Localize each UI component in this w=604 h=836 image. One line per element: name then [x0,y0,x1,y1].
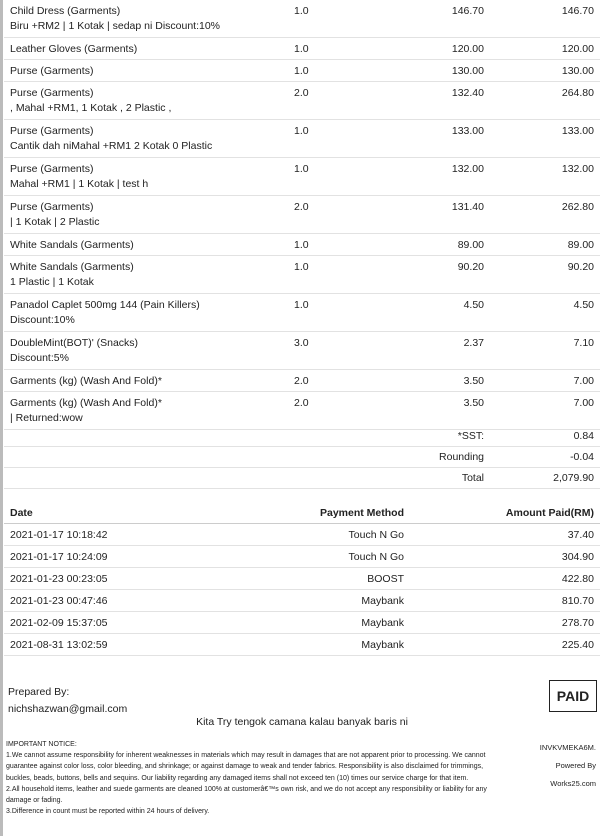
item-amount: 146.70 [561,5,594,17]
header-method: Payment Method [319,506,404,519]
header-date: Date [10,506,33,519]
payment-date: 2021-01-17 10:24:09 [10,550,108,563]
item-price: 2.37 [463,337,484,349]
item-row [4,256,600,294]
item-row [4,158,600,196]
payment-method: Maybank [361,616,404,629]
item-qty: 1.0 [294,65,309,77]
item-note: | 1 Kotak | 2 Plastic [10,216,100,228]
item-row [4,120,600,158]
summary-label: *SST: [457,430,484,442]
item-price: 133.00 [451,125,484,137]
invoice-number: INVKVMEKA6M. [539,743,596,752]
payment-row [4,568,600,590]
notice-line: 1.We cannot assume responsibility for inherent weaknesses in materials which may result in damages that are not apparent prior to processing. We cannot guarantee against color loss, color bleeding, and shrinkage; or against damage to weak and tender fabrics. Responsibility is also disclaimed for trimmings, buckles, beads, buttons, bells and sequins. Our liability regarding any damaged items shall not exceed ten (10) times our service charge for that item. [6,752,486,782]
item-name: Purse (Garments) [10,65,94,77]
item-row [4,370,600,392]
payment-amount: 225.40 [561,638,594,651]
item-row [4,294,600,332]
item-row [4,82,600,120]
item-note: Discount:5% [10,352,69,364]
summary-table [4,426,600,489]
item-note: Mahal +RM1 | 1 Kotak | test h [10,178,149,190]
item-price: 3.50 [463,375,484,387]
item-name: Purse (Garments) [10,87,94,99]
item-row [4,0,600,38]
item-name: White Sandals (Garments) [10,261,134,273]
item-price: 131.40 [451,201,484,213]
item-qty: 1.0 [294,125,309,137]
item-qty: 1.0 [294,5,309,17]
item-note: | Returned:wow [10,412,83,424]
summary-value: 2,079.90 [553,472,594,484]
payment-method: Maybank [361,638,404,651]
item-price: 90.20 [457,261,484,273]
summary-row [4,447,600,468]
important-notice [6,739,496,817]
payments-table [4,502,600,656]
item-name: Purse (Garments) [10,163,94,175]
item-price: 4.50 [463,299,484,311]
item-row [4,332,600,370]
payment-date: 2021-01-17 10:18:42 [10,528,108,541]
notice-line: 3.Difference in count must be reported within 24 hours of delivery. [6,808,210,816]
item-name: Panadol Caplet 500mg 144 (Pain Killers) [10,299,200,311]
item-note: , Mahal +RM1, 1 Kotak , 2 Plastic , [10,102,172,114]
item-name: White Sandals (Garments) [10,239,134,251]
item-qty: 2.0 [294,87,309,99]
payment-row [4,612,600,634]
left-border [0,0,3,836]
item-row [4,234,600,256]
item-amount: 7.10 [573,337,594,349]
summary-value: 0.84 [573,430,594,442]
payment-date: 2021-01-23 00:23:05 [10,572,108,585]
payment-row [4,546,600,568]
item-note: Discount:10% [10,314,75,326]
item-note: Cantik dah niMahal +RM1 2 Kotak 0 Plastic [10,140,213,152]
item-qty: 2.0 [294,375,309,387]
payment-date: 2021-01-23 00:47:46 [10,594,108,607]
item-row [4,392,600,430]
item-price: 132.00 [451,163,484,175]
item-amount: 89.00 [567,239,594,251]
prepared-section [8,684,127,718]
item-qty: 1.0 [294,299,309,311]
item-row [4,196,600,234]
summary-value: -0.04 [570,451,594,463]
item-name: Garments (kg) (Wash And Fold)* [10,397,162,409]
item-qty: 1.0 [294,43,309,55]
payment-method: Touch N Go [348,528,404,541]
item-qty: 2.0 [294,201,309,213]
item-amount: 7.00 [573,375,594,387]
item-qty: 1.0 [294,239,309,251]
item-amount: 7.00 [573,397,594,409]
item-price: 89.00 [457,239,484,251]
item-price: 132.40 [451,87,484,99]
summary-row [4,426,600,447]
payment-row [4,590,600,612]
items-table [4,0,600,430]
item-note: Biru +RM2 | 1 Kotak | sedap ni Discount:10% [10,20,221,32]
item-name: Leather Gloves (Garments) [10,43,138,55]
item-amount: 264.80 [561,87,594,99]
item-price: 146.70 [451,5,484,17]
powered-site[interactable]: Works25.com [550,779,596,788]
item-amount: 130.00 [561,65,594,77]
item-name: Child Dress (Garments) [10,5,121,17]
item-name: Garments (kg) (Wash And Fold)* [10,375,162,387]
item-name: Purse (Garments) [10,201,94,213]
item-amount: 133.00 [561,125,594,137]
notice-title: IMPORTANT NOTICE: [6,741,77,748]
item-qty: 1.0 [294,261,309,273]
payment-amount: 810.70 [561,594,594,607]
powered-by: Powered By [555,761,596,770]
payment-amount: 37.40 [567,528,594,541]
prepared-by: nichshazwan@gmail.com [8,703,128,715]
item-price: 130.00 [451,65,484,77]
item-row [4,38,600,60]
item-amount: 262.80 [561,201,594,213]
prepared-label: Prepared By: [8,686,70,698]
payment-row [4,524,600,546]
payment-amount: 422.80 [561,572,594,585]
payment-date: 2021-08-31 13:02:59 [10,638,108,651]
notice-line: 2.All household items, leather and suede garments are cleaned 100% at customerâ€™s own risk, and we do not accept any responsibility or liability for any damage or fading. [6,785,487,805]
item-qty: 2.0 [294,397,309,409]
item-price: 120.00 [451,43,484,55]
payment-row [4,634,600,656]
footer-message: Kita Try tengok camana kalau banyak baris ni [196,716,408,728]
summary-label: Total [461,472,484,484]
payment-method: Touch N Go [348,550,404,563]
payment-date: 2021-02-09 15:37:05 [10,616,108,629]
item-row [4,60,600,82]
item-amount: 90.20 [567,261,594,273]
payment-method: BOOST [367,572,404,585]
summary-label: Rounding [439,451,484,463]
item-note: 1 Plastic | 1 Kotak [10,276,94,288]
item-amount: 120.00 [561,43,594,55]
item-qty: 3.0 [294,337,309,349]
payments-header [4,502,600,524]
summary-row [4,468,600,489]
item-name: Purse (Garments) [10,125,94,137]
payment-method: Maybank [361,594,404,607]
payment-amount: 304.90 [561,550,594,563]
item-amount: 4.50 [573,299,594,311]
item-qty: 1.0 [294,163,309,175]
item-name: DoubleMint(BOT)' (Snacks) [10,337,139,349]
payment-amount: 278.70 [561,616,594,629]
item-amount: 132.00 [561,163,594,175]
item-price: 3.50 [463,397,484,409]
paid-stamp: PAID [549,680,597,712]
invoice-info [540,739,596,793]
header-amount: Amount Paid(RM) [505,506,594,519]
